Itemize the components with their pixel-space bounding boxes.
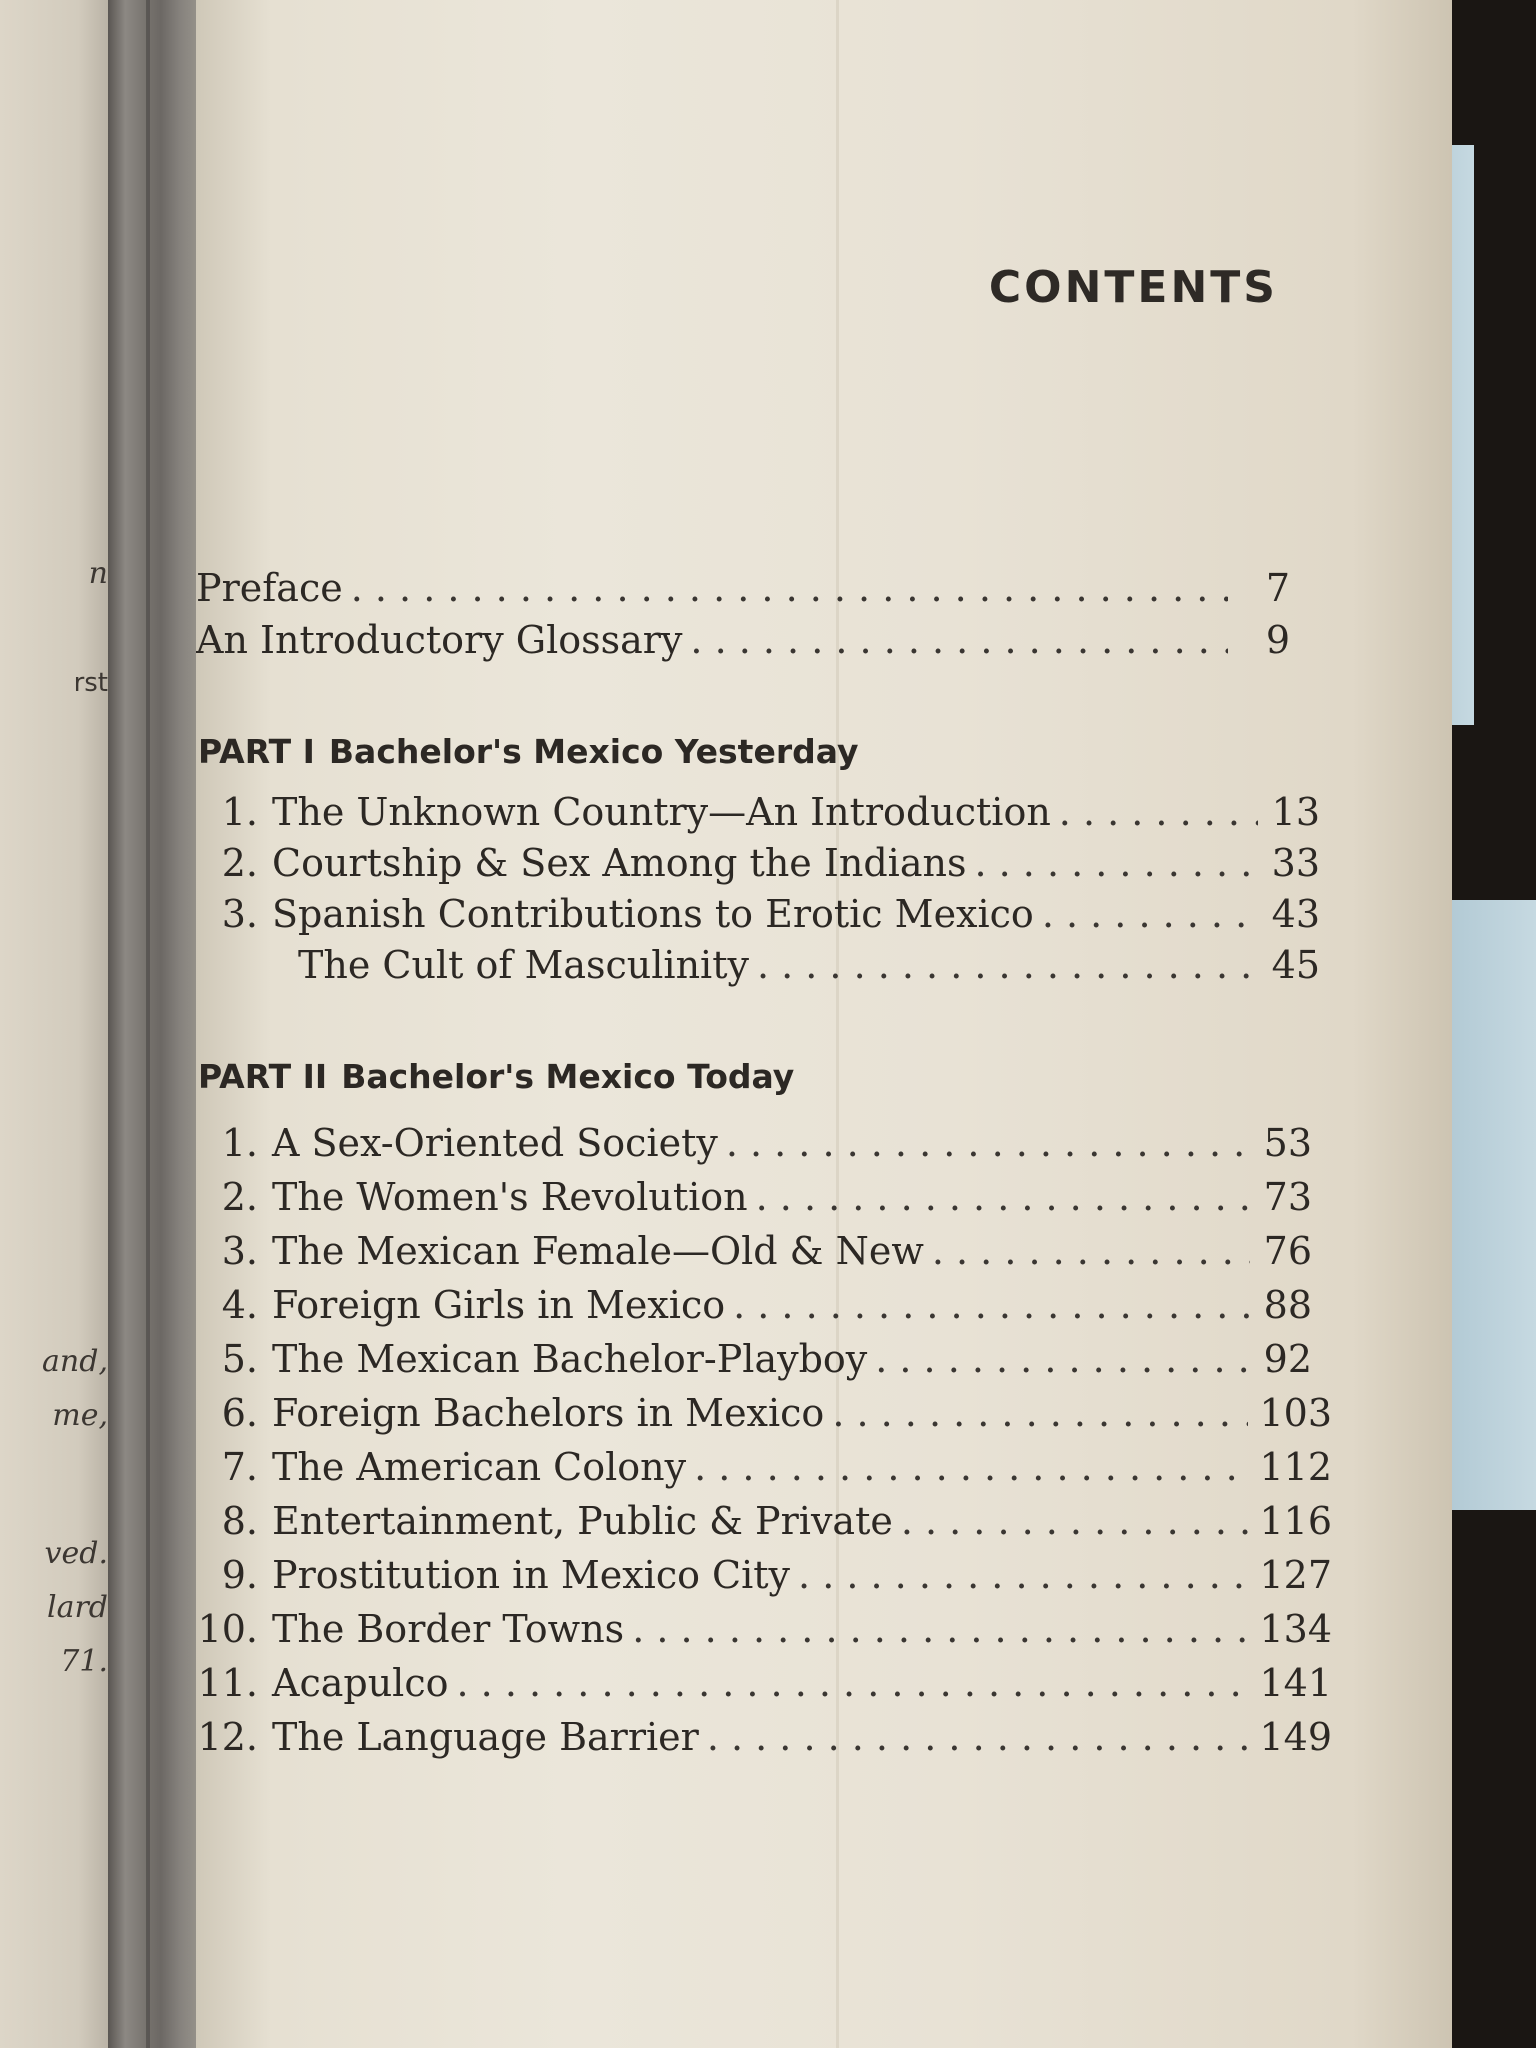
chapter-page: 134	[1259, 1607, 1332, 1651]
chapter-title: The American Colony	[272, 1445, 687, 1489]
part-title: Bachelor's Mexico Today	[341, 1057, 795, 1096]
chapter-number: 1.	[221, 1121, 258, 1165]
toc-entry-title: Preface	[196, 566, 343, 610]
chapter-title: Foreign Bachelors in Mexico	[272, 1391, 825, 1435]
toc-chapter-subsection	[216, 943, 1320, 987]
dot-leader	[1042, 892, 1258, 936]
part-label: PART II	[198, 1057, 328, 1096]
part-label: PART I	[198, 732, 315, 771]
contents-page	[196, 0, 1452, 2048]
chapter-number: 2.	[221, 1175, 258, 1219]
chapter-title: A Sex-Oriented Society	[272, 1121, 718, 1165]
dot-leader	[756, 1175, 1250, 1219]
dot-leader	[932, 1229, 1250, 1273]
dot-leader	[726, 1121, 1250, 1165]
toc-entry-page: 9	[1265, 618, 1290, 662]
left-page-fragment: 71.	[60, 1644, 108, 1679]
dot-leader	[1059, 790, 1258, 834]
left-page-fragment: rst	[73, 668, 108, 698]
chapter-title: The Mexican Female—Old & New	[272, 1229, 924, 1273]
chapter-page: 116	[1259, 1499, 1332, 1543]
chapter-title: The Unknown Country—An Introduction	[272, 790, 1051, 834]
chapter-page: 43	[1271, 892, 1320, 936]
toc-chapter	[196, 1391, 1332, 1435]
chapter-number: 12.	[197, 1715, 258, 1759]
chapter-page: 73	[1263, 1175, 1312, 1219]
toc-chapter	[196, 1175, 1312, 1219]
toc-chapter	[196, 1661, 1332, 1705]
chapter-number: 2.	[221, 841, 258, 885]
chapter-number: 6.	[221, 1391, 258, 1435]
dot-leader	[798, 1553, 1248, 1597]
chapter-number: 9.	[221, 1553, 258, 1597]
chapter-page: 33	[1271, 841, 1320, 885]
chapter-page: 13	[1271, 790, 1320, 834]
chapter-number: 3.	[221, 892, 258, 936]
dot-leader	[457, 1661, 1249, 1705]
chapter-page: 149	[1259, 1715, 1332, 1759]
toc-chapter	[196, 1445, 1332, 1489]
book-spine	[108, 0, 204, 2048]
toc-entry-glossary	[196, 618, 1290, 662]
toc-chapter	[196, 1121, 1312, 1165]
toc-chapter	[196, 1607, 1332, 1651]
chapter-title: The Cult of Masculinity	[298, 943, 749, 987]
dot-leader	[901, 1499, 1248, 1543]
chapter-number: 5.	[221, 1337, 258, 1381]
toc-chapter	[196, 1283, 1312, 1327]
chapter-page: 92	[1263, 1337, 1312, 1381]
left-page-fragment: and,	[42, 1344, 108, 1379]
chapter-title: Spanish Contributions to Erotic Mexico	[272, 892, 1034, 936]
toc-entry-title: An Introductory Glossary	[196, 618, 683, 662]
page-title: CONTENTS	[988, 262, 1278, 313]
chapter-page: 103	[1259, 1391, 1332, 1435]
dot-leader	[733, 1283, 1250, 1327]
chapter-title: Entertainment, Public & Private	[272, 1499, 893, 1543]
left-page-fragment: lard	[46, 1590, 108, 1625]
chapter-page: 112	[1259, 1445, 1332, 1489]
dot-leader	[351, 566, 1228, 610]
left-page-fragment: n	[88, 556, 108, 591]
chapter-title: Foreign Girls in Mexico	[272, 1283, 726, 1327]
chapter-title: Acapulco	[272, 1661, 449, 1705]
chapter-number: 8.	[221, 1499, 258, 1543]
toc-entry-preface	[196, 566, 1290, 610]
left-facing-page	[0, 0, 112, 2048]
chapter-page: 127	[1259, 1553, 1332, 1597]
chapter-page: 45	[1271, 943, 1320, 987]
toc-chapter	[196, 1337, 1312, 1381]
chapter-page: 141	[1259, 1661, 1332, 1705]
left-page-fragment: ved.	[44, 1536, 108, 1571]
toc-chapter	[196, 1553, 1332, 1597]
part-heading	[198, 732, 859, 771]
chapter-number: 4.	[221, 1283, 258, 1327]
dot-leader	[694, 1445, 1248, 1489]
chapter-title: Courtship & Sex Among the Indians	[272, 841, 967, 885]
dot-leader	[875, 1337, 1250, 1381]
chapter-title: The Language Barrier	[272, 1715, 699, 1759]
chapter-page: 76	[1263, 1229, 1312, 1273]
dot-leader	[832, 1391, 1248, 1435]
chapter-number: 11.	[197, 1661, 258, 1705]
chapter-number: 7.	[221, 1445, 258, 1489]
toc-entry-page: 7	[1265, 566, 1290, 610]
dot-leader	[974, 841, 1258, 885]
left-page-fragment: me,	[52, 1398, 108, 1433]
dot-leader	[757, 943, 1258, 987]
dot-leader	[632, 1607, 1248, 1651]
chapter-number: 3.	[221, 1229, 258, 1273]
toc-chapter	[216, 790, 1320, 834]
toc-chapter	[216, 841, 1320, 885]
part-heading	[198, 1057, 794, 1096]
chapter-title: Prostitution in Mexico City	[272, 1553, 791, 1597]
chapter-number: 10.	[197, 1607, 258, 1651]
part-title: Bachelor's Mexico Yesterday	[328, 732, 859, 771]
dot-leader	[707, 1715, 1248, 1759]
chapter-title: The Border Towns	[272, 1607, 625, 1651]
toc-chapter	[216, 892, 1320, 936]
toc-chapter	[196, 1499, 1332, 1543]
toc-chapter	[196, 1229, 1312, 1273]
chapter-number: 1.	[221, 790, 258, 834]
chapter-title: The Women's Revolution	[272, 1175, 748, 1219]
chapter-page: 88	[1263, 1283, 1312, 1327]
chapter-title: The Mexican Bachelor-Playboy	[272, 1337, 868, 1381]
chapter-page: 53	[1263, 1121, 1312, 1165]
dot-leader	[690, 618, 1228, 662]
toc-chapter	[196, 1715, 1332, 1759]
